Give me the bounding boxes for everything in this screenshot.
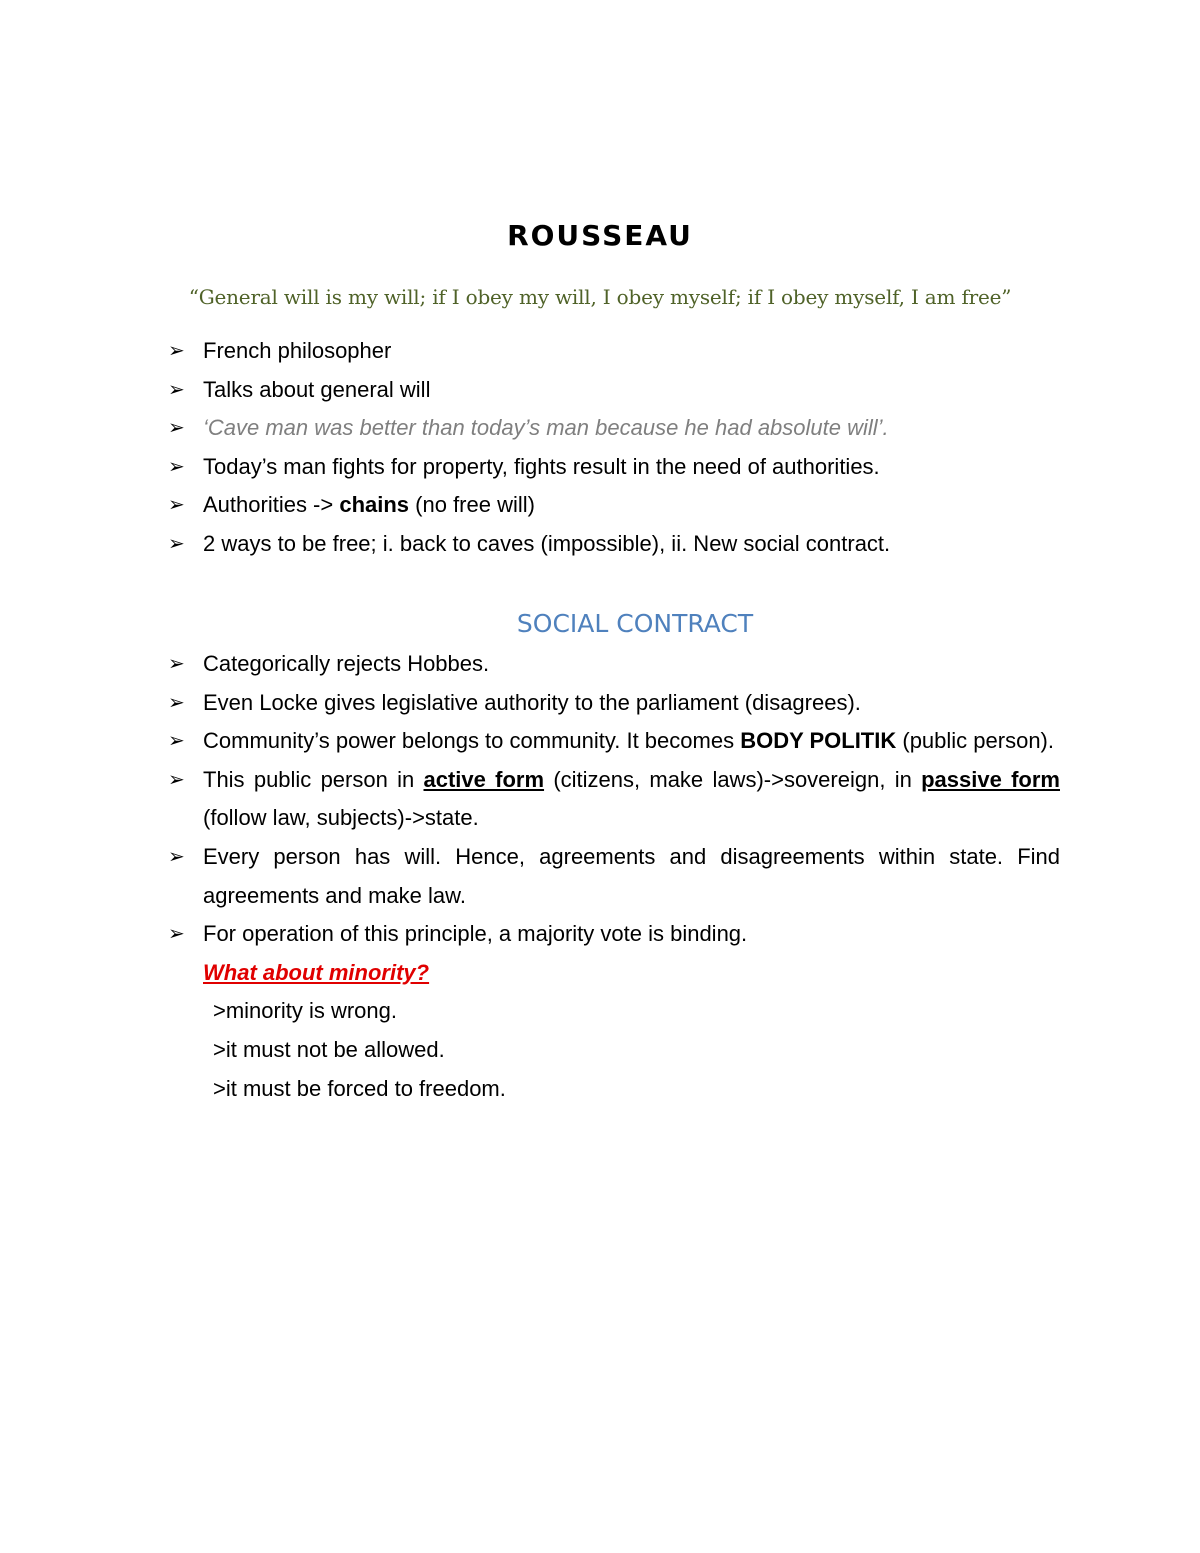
list-item: [168, 761, 1060, 838]
contract-bullet-list: [168, 645, 1060, 1108]
document-title: ROUSSEAU: [507, 219, 693, 252]
arrow-bullet-icon: ➢: [168, 923, 185, 946]
minority-answer: >it must not be allowed.: [213, 1036, 445, 1062]
intro-bullet-list: [168, 332, 1060, 564]
chains-term: chains: [339, 492, 410, 518]
active-form-term: active form: [423, 766, 545, 792]
section-heading-social-contract: SOCIAL CONTRACT: [516, 609, 754, 638]
cave-man-quote: ‘Cave man was better than today’s man because he had absolute will’.: [203, 415, 889, 441]
list-item-text-part3: (follow law, subjects)->state.: [203, 805, 479, 831]
list-item-text-before: Community’s power belongs to community. It becomes: [203, 728, 741, 754]
list-item: [168, 525, 1060, 564]
arrow-bullet-icon: ➢: [168, 532, 185, 555]
list-item-text: Talks about general will: [203, 376, 431, 402]
list-item: [168, 486, 1060, 525]
arrow-bullet-icon: ➢: [168, 845, 185, 868]
arrow-bullet-icon: ➢: [168, 455, 185, 478]
list-item-text: Today’s man fights for property, fights result in the need of authorities.: [203, 453, 880, 479]
list-item-text: French philosopher: [203, 338, 392, 363]
arrow-bullet-icon: ➢: [168, 378, 185, 401]
minority-question: What about minority?: [203, 959, 430, 985]
body-politik-term: BODY POLITIK: [740, 728, 897, 754]
list-item: [168, 684, 1060, 723]
list-item-text-after: (no free will): [409, 492, 535, 518]
list-item: [168, 448, 1060, 487]
list-item: [168, 332, 1060, 371]
arrow-bullet-icon: ➢: [168, 494, 185, 517]
list-item-text-part1: This public person in: [203, 766, 424, 792]
list-item: [168, 409, 1060, 448]
minority-answer: >it must be forced to freedom.: [213, 1075, 506, 1101]
list-item: [168, 371, 1060, 410]
list-item-text-part2: (citizens, make laws)->sovereign, in: [544, 766, 922, 792]
list-item-text: Even Locke gives legislative authority to the parliament (disagrees).: [203, 689, 861, 715]
list-item-text-before: Authorities ->: [203, 492, 340, 518]
list-item-text-after: (public person).: [896, 728, 1054, 754]
list-item: [168, 722, 1060, 761]
arrow-bullet-icon: ➢: [168, 340, 185, 362]
arrow-bullet-icon: ➢: [168, 768, 185, 791]
list-item: [168, 838, 1060, 915]
arrow-bullet-icon: ➢: [168, 653, 185, 675]
rousseau-quote: “General will is my will; if I obey my will, I obey myself; if I obey myself, I am free”: [188, 285, 1012, 309]
arrow-bullet-icon: ➢: [168, 417, 185, 440]
list-item-text: Categorically rejects Hobbes.: [203, 651, 490, 676]
list-item-text: 2 ways to be free; i. back to caves (impossible), ii. New social contract.: [203, 530, 891, 556]
list-item-text: Every person has will. Hence, agreements and disagreements within state. Find agreements and make law.: [203, 843, 1060, 908]
list-item: [168, 645, 1060, 684]
passive-form-term: passive form: [921, 766, 1060, 792]
list-item: [168, 915, 1060, 1108]
list-item-text: For operation of this principle, a majority vote is binding.: [203, 921, 748, 947]
arrow-bullet-icon: ➢: [168, 691, 185, 714]
arrow-bullet-icon: ➢: [168, 730, 185, 753]
minority-answer: >minority is wrong.: [213, 998, 398, 1024]
